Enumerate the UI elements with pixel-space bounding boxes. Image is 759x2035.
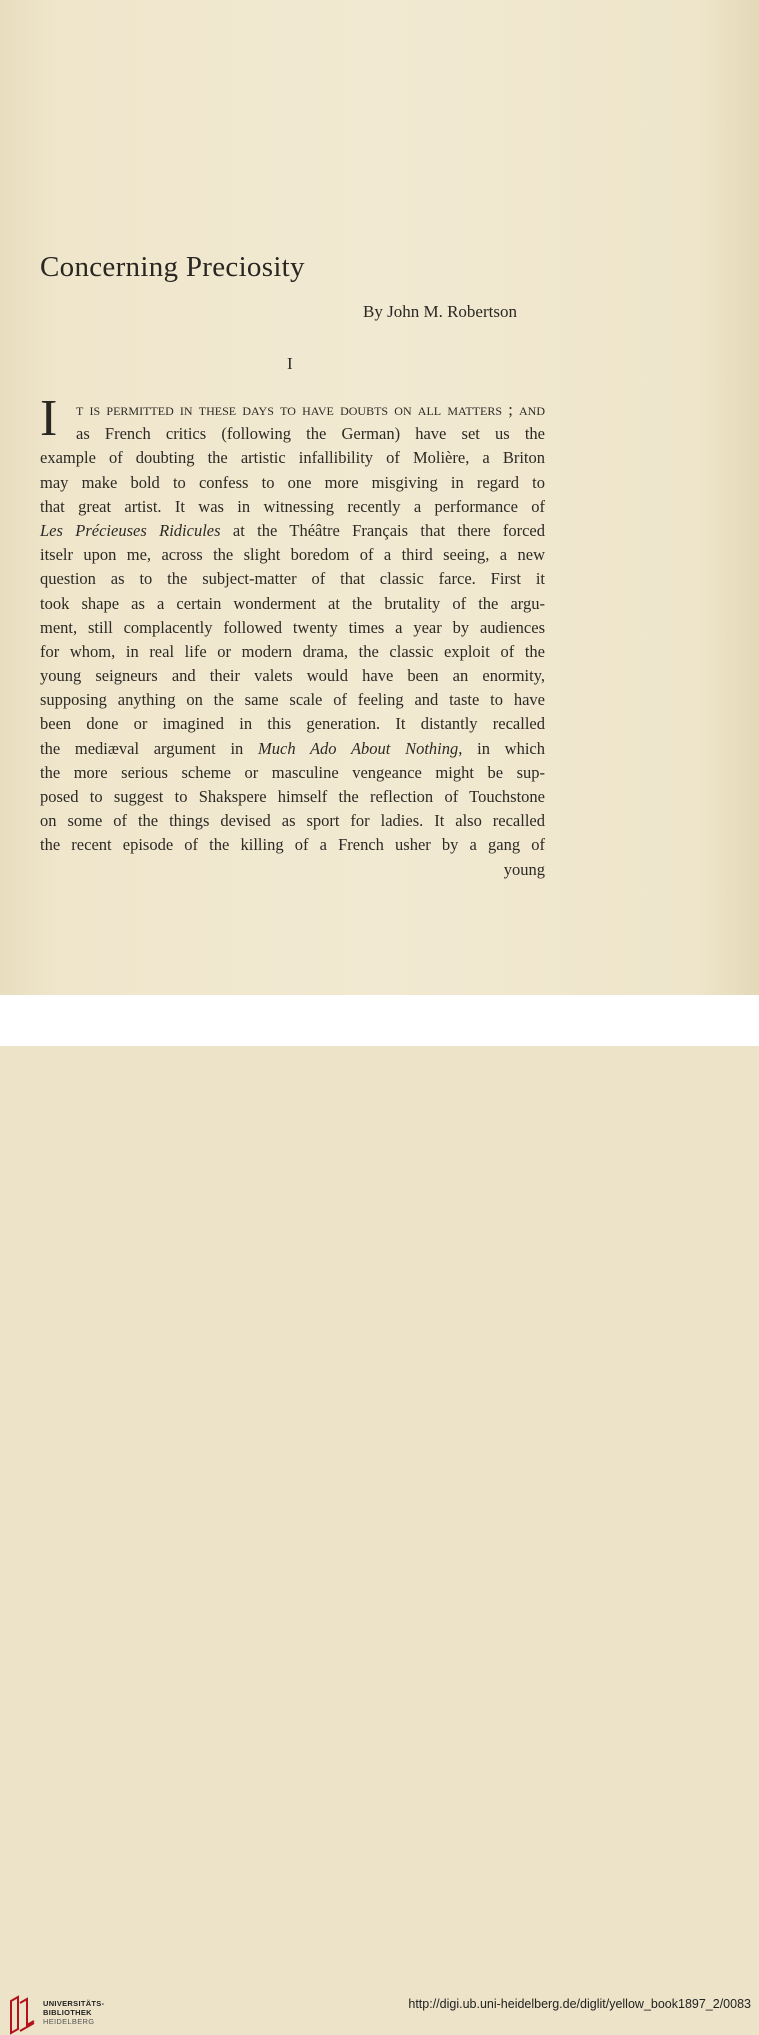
- text-line: the more serious scheme or masculine vengeance might be sup-: [40, 762, 545, 782]
- drop-cap: I: [40, 390, 58, 447]
- text-line: the recent episode of the killing of a French usher by a gang of: [40, 835, 545, 855]
- text-line: took shape as a certain wonderment at the brutality of the argu-: [40, 593, 545, 613]
- text-line: [40, 398, 545, 422]
- text-line: been done or imagined in this generation. It distantly recalled: [40, 714, 545, 734]
- text-line: supposing anything on the same scale of feeling and taste to have: [40, 690, 545, 710]
- text-line: as French critics (following the German) have set us the: [76, 424, 545, 444]
- italic-title: Les Précieuses Ridicules: [40, 520, 221, 540]
- text-line: may make bold to confess to one more misgiving in regard to: [40, 472, 545, 492]
- text-line: young seigneurs and their valets would have been an enormity,: [40, 666, 545, 686]
- text-line: young: [503, 859, 545, 879]
- text-line: [40, 519, 545, 543]
- library-line: HEIDELBERG: [43, 2017, 95, 2026]
- text-line: on some of the things devised as sport for ladies. It also recalled: [40, 811, 545, 831]
- text-line: itselr upon me, across the slight boredom of a third seeing, a new: [40, 545, 545, 565]
- text-line: ment, still complacently followed twenty times a year by audiences: [40, 617, 545, 637]
- article-body: [40, 390, 545, 882]
- text-line: that great artist. It was in witnessing recently a performance of: [40, 496, 545, 516]
- library-line: UNIVERSITÄTS-: [43, 1999, 105, 2008]
- library-line: BIBLIOTHEK: [43, 2008, 92, 2017]
- page-footer: [0, 995, 759, 2026]
- italic-title: Much Ado About Nothing: [258, 738, 459, 758]
- text-line: example of doubting the artistic infallibility of Molière, a Briton: [40, 448, 545, 468]
- university-library-logo-icon: [8, 1995, 38, 2035]
- small-caps-text: t is permitted in these days to have doubts on all matters ; and: [76, 400, 545, 419]
- text-line: for whom, in real life or modern drama, the classic exploit of the: [40, 641, 545, 661]
- text-line: [40, 737, 545, 761]
- text-fragment: , in which: [458, 738, 545, 758]
- source-url-link[interactable]: http://digi.ub.uni-heidelberg.de/diglit/yellow_book1897_2/0083: [408, 1997, 751, 2011]
- text-fragment: the mediæval argument in: [40, 738, 258, 758]
- text-line: question as to the subject-matter of that classic farce. First it: [40, 569, 545, 589]
- section-numeral: I: [287, 354, 293, 373]
- text-line: posed to suggest to Shakspere himself the reflection of Touchstone: [40, 787, 545, 806]
- book-page: [0, 0, 759, 995]
- article-title: Concerning Preciosity: [40, 251, 305, 283]
- library-name: [43, 1999, 104, 2026]
- text-fragment: at the Théâtre Français that there forced: [220, 520, 545, 540]
- article-byline: By John M. Robertson: [363, 302, 517, 321]
- show-through-text: [40, 88, 550, 109]
